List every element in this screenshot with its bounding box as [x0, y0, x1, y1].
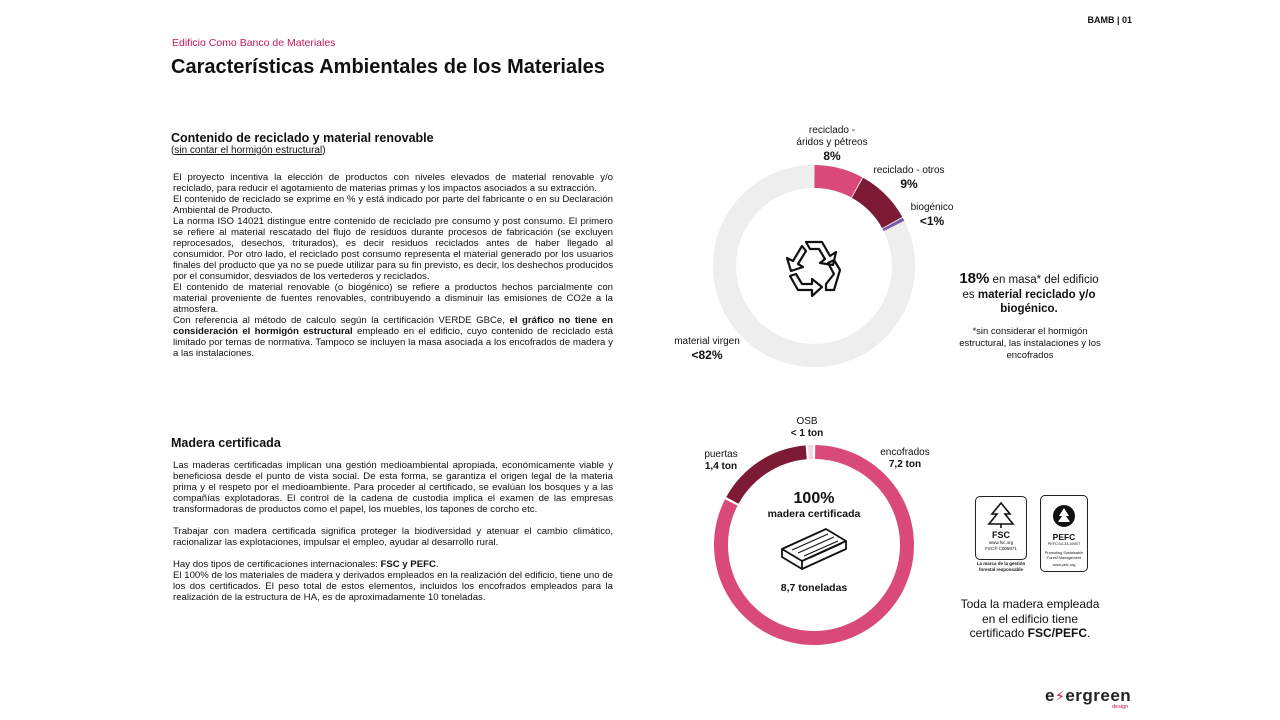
fsc-code: FSC — [992, 530, 1010, 540]
paragraph-gap — [173, 515, 613, 526]
wood-paragraph: Las maderas certificadas implican una gestión medioambiental apropiada, económicamente viable y beneficiosa desde el punto de vista social. De esta forma, se garantiza el origen legal de la materia prima y el respeto por el medioambiente. Para proceder al certificado, se evalúan los bosques y a las compañías explotadoras. El control de la cadena de custodia implica el examen de las empresas transformadoras de productos como el papel, los muebles, los tapones de corcho etc. — [173, 460, 613, 515]
label-recycled-other — [864, 165, 954, 191]
wood-paragraph: Trabajar con madera certificada significa proteger la biodiversidad y atenuar el cambio climático, racionalizar las explotaciones, impulsar el empleo, ayudar al desarrollo rural. — [173, 526, 613, 548]
fsc-url: www.fsc.org — [988, 540, 1014, 545]
wood-body — [173, 460, 613, 603]
cert-line: en el edificio tiene — [981, 611, 1079, 626]
logo-part: e — [1045, 686, 1055, 705]
pefc-cert: PEFC/14-34-00007 — [1047, 542, 1081, 546]
recycled-paragraph: La norma ISO 14021 distingue entre contenido de reciclado pre consumo y post consumo. El primero se refiere al material rescatado del flujo de residuos durante procesos de fabricación (se excluyen reprocesados, desechos, triturados), es decir residuos reciclados antes de haber llegado al consumidor. Por otro lado, el reciclado post consumo representa el material generado por los usuarios finales del producto que ya no se puede utilizar para su fin previsto, es decir, los deshechos producidos por el consumidor, desviados de los vertederos y reciclados. — [173, 216, 613, 282]
wood-center-pct: 100% — [793, 490, 835, 507]
summary-bold: material reciclado y/o biogénico. — [977, 289, 1096, 315]
label-recycled-aggregates — [772, 125, 892, 163]
cert-line: Toda la madera empleada — [960, 597, 1100, 611]
text-part: . — [435, 559, 439, 570]
text-bold: FSC y PEFC — [380, 559, 436, 570]
summary-text: es — [962, 289, 978, 301]
label-line: encofrados — [880, 447, 930, 458]
paragraph-gap — [173, 548, 613, 559]
pefc-badge — [1040, 495, 1088, 572]
text-part: certificado — [969, 626, 1028, 640]
text-bold: el gráfico no tiene en consideración el hormigón estructural — [173, 315, 613, 337]
text-bold: FSC/PEFC — [1027, 626, 1088, 640]
note-open-paren: ( — [171, 145, 175, 156]
label-line: áridos y pétreos — [796, 137, 868, 148]
logo-part: ergreen — [1065, 686, 1132, 705]
label-line: biogénico — [910, 202, 954, 213]
label-line: reciclado - otros — [873, 165, 945, 176]
wood-center-label: madera certificada — [767, 508, 861, 520]
recycle-icon — [787, 242, 840, 296]
fsc-caption: La marca de la gestión forestal responsable — [976, 561, 1026, 572]
wood-cert-line — [173, 559, 613, 570]
label-line: OSB — [796, 416, 818, 427]
label-virgin-material — [664, 336, 750, 362]
wood-donut-chart — [714, 445, 914, 645]
evergreen-logo — [1045, 686, 1131, 706]
label-value: 1,4 ton — [704, 461, 738, 472]
label-value: 7,2 ton — [888, 459, 922, 470]
wood-heading: Madera certificada — [171, 436, 281, 450]
label-doors — [692, 449, 750, 473]
page-title: Características Ambientales de los Materiales — [171, 56, 605, 78]
label-value: 8% — [823, 149, 841, 163]
label-line: material virgen — [674, 336, 740, 347]
label-formwork — [868, 447, 942, 471]
cert-line — [948, 626, 1112, 641]
logo-bolt-icon: ⚡ — [1054, 688, 1066, 704]
recycled-paragraph: El contenido de material renovable (o biogénico) se refiere a productos hechos parcialmente con material proveniente de fuentes renovables, contribuyendo a disminuir las emisiones de CO2e a la atmosfera. — [173, 282, 613, 315]
fsc-tree-icon — [976, 500, 1026, 530]
note-link: sin contar el hormigón estructural — [174, 145, 323, 156]
label-value: <1% — [919, 214, 945, 228]
wood-paragraph: El 100% de los materiales de madera y derivados empleados en la realización del edificio, tiene uno de los dos certificados. El peso total de estos elementos, incluidos los encofrados empleados para la realización de la estructura de HA, es de aproximadamente 10 toneladas. — [173, 570, 613, 603]
text-part: empleado en el edificio, cuyo contenido de reciclado está limitado por temas de normativa. Tampoco se incluyen la masa asociada a los encofrados de madera y a las instalaciones. — [173, 326, 613, 359]
recycled-summary — [948, 270, 1110, 316]
wood-center-tonnes: 8,7 toneladas — [780, 582, 848, 594]
logo-subtitle: design — [1112, 704, 1129, 710]
label-line: puertas — [704, 449, 738, 460]
text-part: . — [1087, 626, 1091, 640]
summary-pct: 18% — [959, 270, 990, 287]
label-osb — [772, 416, 842, 440]
recycled-paragraph: El contenido de reciclado se exprime en % y está indicado por parte del fabricante o en su Declaración Ambiental de Producto. — [173, 194, 613, 216]
label-line: reciclado - — [808, 125, 856, 136]
recycled-footnote: *sin considerar el hormigón estructural, las instalaciones y los encofrados — [959, 326, 1101, 361]
label-biogenic — [897, 202, 967, 228]
recycled-heading: Contenido de reciclado y material renovable — [171, 131, 434, 145]
note-close-paren: ) — [322, 145, 326, 156]
pefc-tree-icon — [1041, 502, 1087, 532]
pefc-url: www.pefc.org — [1052, 563, 1076, 567]
wood-cert-text — [948, 597, 1112, 641]
pefc-caption: Promoting Sustainable Forest Management — [1044, 551, 1084, 560]
wood-plank-icon — [782, 529, 846, 569]
fsc-badge — [975, 496, 1027, 560]
summary-text: en masa* del edificio — [989, 274, 1099, 286]
page-subtitle: Edificio Como Banco de Materiales — [172, 37, 336, 49]
text-part: Hay dos tipos de certificaciones internacionales: — [173, 559, 381, 570]
recycled-paragraph: El proyecto incentiva la elección de productos con niveles elevados de material renovable y/o reciclado, para reducir el agotamiento de materias primas y los impactos asociados a su extracción. — [173, 172, 613, 194]
label-value: <82% — [691, 348, 723, 362]
text-part: Con referencia al método de calculo según la certificación VERDE GBCe, — [173, 315, 510, 326]
pefc-code: PEFC — [1052, 532, 1076, 542]
label-value: < 1 ton — [790, 428, 824, 439]
donut-slice-osb — [808, 445, 813, 459]
label-value: 9% — [900, 177, 918, 191]
page-code: BAMB | 01 — [1087, 15, 1132, 25]
fsc-cert: FSC® C005871 — [985, 546, 1017, 551]
